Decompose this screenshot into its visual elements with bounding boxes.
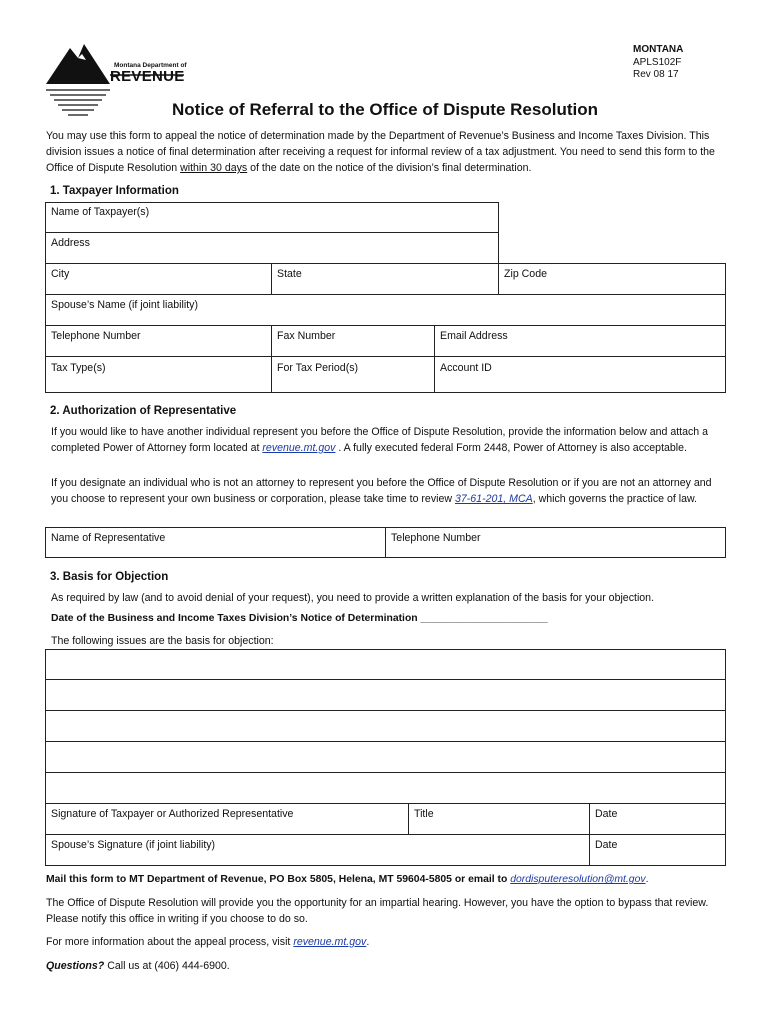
issues-label: The following issues are the basis for objection: xyxy=(51,635,274,647)
address-field[interactable] xyxy=(45,232,499,264)
objection-issues-area[interactable] xyxy=(45,649,726,804)
rep-phone-label: Telephone Number xyxy=(391,532,481,544)
section2-paragraph1 xyxy=(51,424,723,456)
page-title: Notice of Referral to the Office of Dispute Resolution xyxy=(172,100,598,119)
issue-line xyxy=(45,679,726,680)
divider xyxy=(271,356,272,393)
more-info-text-end: . xyxy=(366,936,370,948)
header-form-id: APLS102F xyxy=(633,56,682,68)
intro-text: You may use this form to appeal the notice of determination made by the Department of Revenue’s Business and Income Taxes Division. This division issues a notice of final determination after receiving a request for informal review of a tax adjustment. You need to send this form to the Office of Dispute Resolution xyxy=(46,130,715,174)
email-link[interactable]: dordisputeresolution@mt.gov xyxy=(510,874,646,885)
account-id-label: Account ID xyxy=(440,362,492,374)
section2-paragraph2 xyxy=(51,475,723,507)
spouse-name-label: Spouse’s Name (if joint liability) xyxy=(51,299,198,311)
mca-link[interactable]: 37-61-201, MCA xyxy=(454,493,533,505)
section2-p2-text-end: , which governs the practice of law. xyxy=(532,493,697,505)
section2-p2-text: If you designate an individual who is not an attorney to represent you before the Office of Dispute Resolution or if you are not an attorney and you choose to represent your own business or corporation, please take time to review xyxy=(51,477,712,505)
logo-line2: REVENUE xyxy=(110,68,185,85)
section2-p1-text: If you would like to have another individual represent you before the Office of Dispute Resolution, provide the information below and attach a completed Power of Attorney form located at xyxy=(51,426,709,454)
signature-row xyxy=(45,803,726,835)
mail-text-end: . xyxy=(645,874,649,885)
signature-date-label: Date xyxy=(595,808,618,820)
title-label: Title xyxy=(414,808,434,820)
divider xyxy=(271,325,272,357)
logo-line1: Montana Department of xyxy=(114,62,187,69)
form-header xyxy=(633,44,683,82)
questions-label: Questions? xyxy=(46,960,105,972)
more-info-text: For more information about the appeal process, visit xyxy=(46,936,294,948)
tax-row xyxy=(45,356,726,393)
tax-period-label: For Tax Period(s) xyxy=(277,362,359,374)
email-label: Email Address xyxy=(440,330,508,342)
rep-name-label: Name of Representative xyxy=(51,532,166,544)
fax-label: Fax Number xyxy=(277,330,336,342)
taxpayer-name-field[interactable] xyxy=(45,202,499,233)
zip-label: Zip Code xyxy=(504,268,547,280)
spouse-signature-row xyxy=(45,834,726,866)
more-info-link[interactable]: revenue.mt.gov xyxy=(293,936,367,948)
divider xyxy=(434,356,435,393)
intro-text-end: of the date on the notice of the division’s final determination. xyxy=(247,162,532,174)
divider xyxy=(589,834,590,866)
issue-line xyxy=(45,741,726,742)
tax-type-label: Tax Type(s) xyxy=(51,362,106,374)
section2-p1-text-end: . A fully executed federal Form 2448, Power of Attorney is also acceptable. xyxy=(335,442,687,454)
questions-line xyxy=(46,958,726,974)
divider xyxy=(271,263,272,295)
issue-line xyxy=(45,772,726,773)
divider xyxy=(498,263,499,295)
issue-line xyxy=(45,710,726,711)
mail-instructions xyxy=(46,872,726,888)
section1-heading: 1. Taxpayer Information xyxy=(50,185,179,197)
telephone-label: Telephone Number xyxy=(51,330,141,342)
divider xyxy=(434,325,435,357)
spouse-signature-label: Spouse’s Signature (if joint liability) xyxy=(51,839,216,851)
intro-paragraph xyxy=(46,128,726,176)
spouse-date-label: Date xyxy=(595,839,618,851)
header-state: MONTANA xyxy=(633,44,684,55)
spouse-name-field[interactable] xyxy=(45,294,726,326)
signature-label: Signature of Taxpayer or Authorized Representative xyxy=(51,808,294,820)
taxpayer-name-label: Name of Taxpayer(s) xyxy=(51,206,150,218)
city-state-zip-row xyxy=(45,263,726,295)
divider xyxy=(589,803,590,835)
determination-date-label: Date of the Business and Income Taxes Division’s Notice of Determination ______________________ xyxy=(51,613,548,624)
hearing-paragraph: The Office of Dispute Resolution will provide you the opportunity for an impartial hearing. However, you have the option to bypass that review. Please notify this office in writing if you choose to do so. xyxy=(46,897,709,925)
city-label: City xyxy=(51,268,70,280)
section3-paragraph1: As required by law (and to avoid denial of your request), you need to provide a written explanation of the basis for your objection. xyxy=(51,592,655,604)
section2-heading: 2. Authorization of Representative xyxy=(50,405,237,417)
more-info-paragraph xyxy=(46,934,726,950)
header-rev: Rev 08 17 xyxy=(633,69,679,80)
section3-heading: 3. Basis for Objection xyxy=(50,571,169,583)
questions-phone: Call us at (406) 444-6900. xyxy=(104,960,230,972)
divider xyxy=(385,527,386,558)
contact-row xyxy=(45,325,726,357)
revenue-link[interactable]: revenue.mt.gov xyxy=(262,442,336,454)
state-label: State xyxy=(277,268,302,280)
intro-deadline: within 30 days xyxy=(180,162,248,174)
address-label: Address xyxy=(51,237,90,249)
mail-text: Mail this form to MT Department of Revenue, PO Box 5805, Helena, MT 59604-5805 or email to xyxy=(46,874,511,885)
divider xyxy=(408,803,409,835)
